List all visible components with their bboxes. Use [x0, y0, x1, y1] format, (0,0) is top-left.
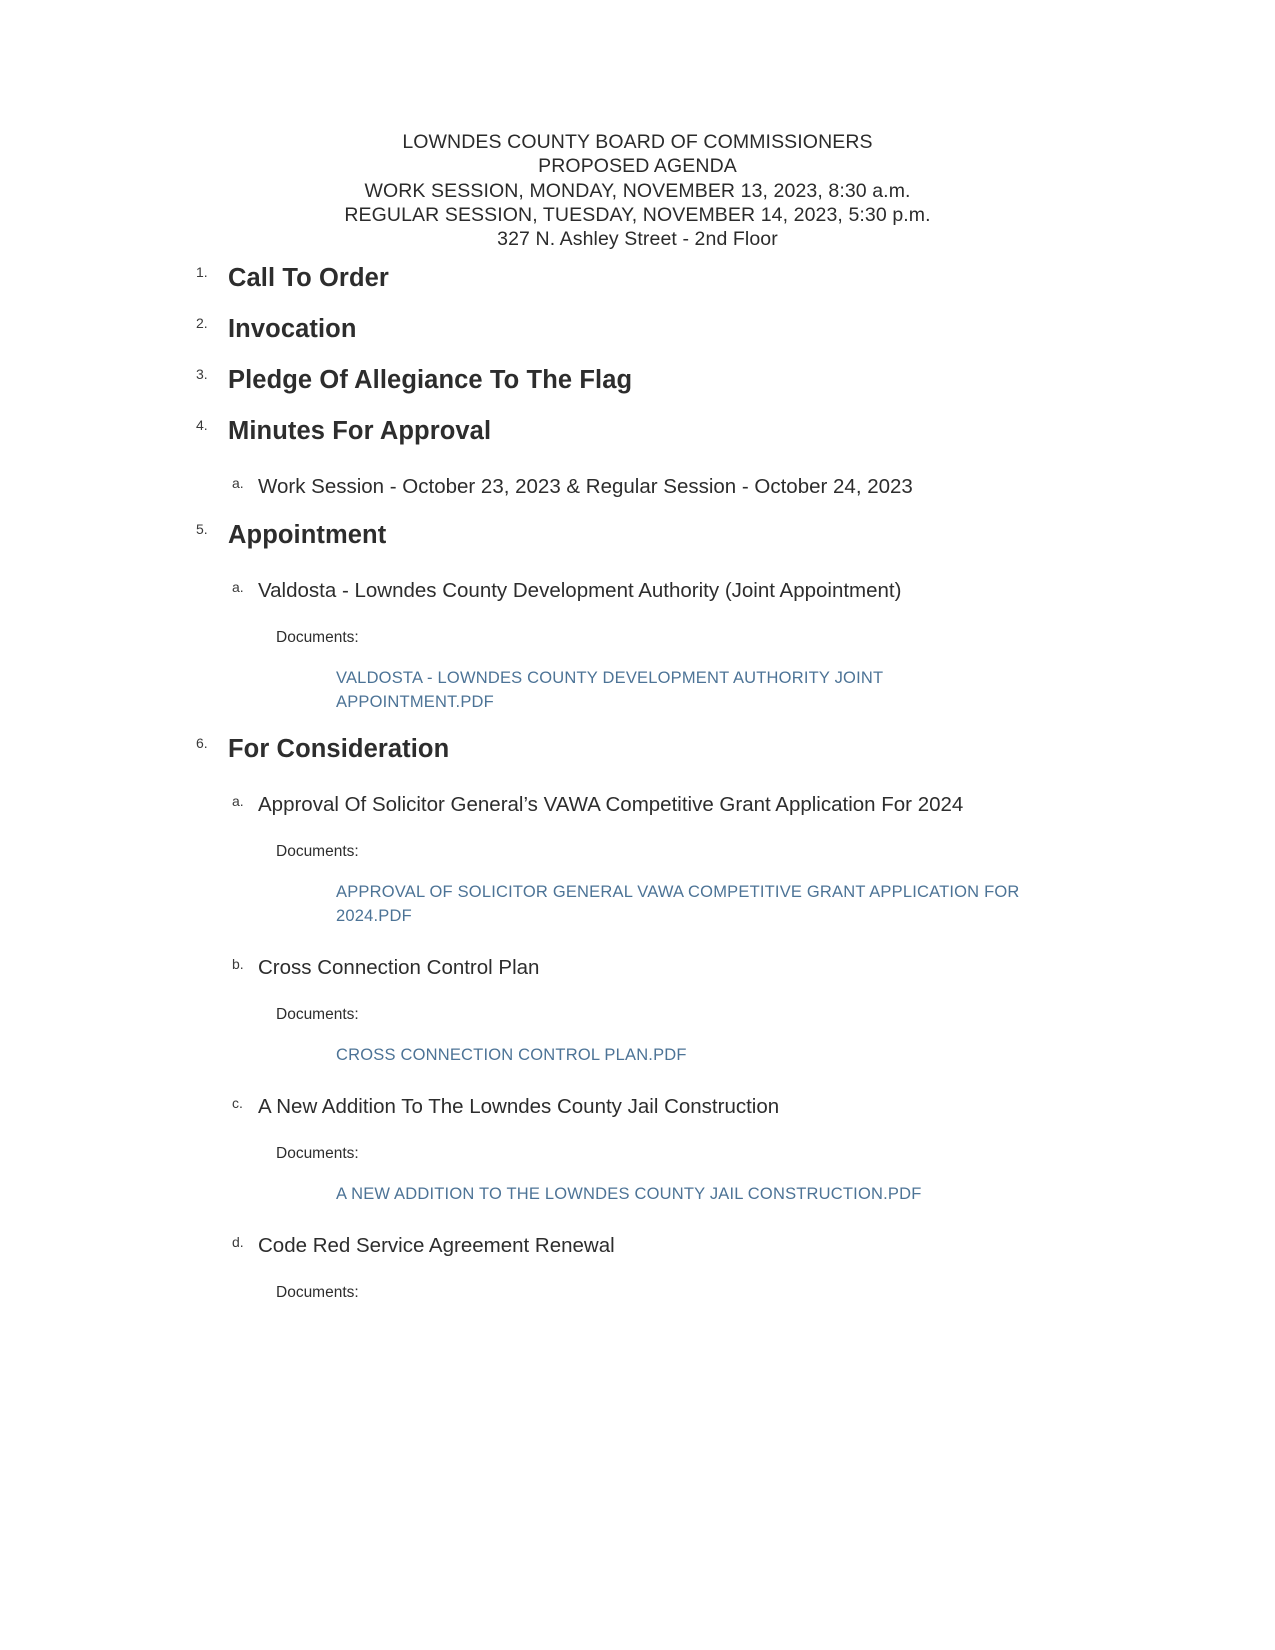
agenda-subitem-title: Valdosta - Lowndes County Development Authority (Joint Appointment) — [258, 579, 902, 603]
documents-label: Documents: — [276, 1284, 359, 1302]
agenda-item-marker: 5. — [196, 521, 208, 538]
agenda-subitem-title: A New Addition To The Lowndes County Jail Construction — [258, 1095, 780, 1119]
agenda-item-title: Minutes For Approval — [228, 417, 492, 446]
agenda-item-title: Invocation — [228, 315, 357, 344]
agenda-subitem-marker: c. — [232, 1095, 243, 1112]
documents-label: Documents: — [276, 629, 359, 647]
agenda-item — [0, 314, 1275, 345]
agenda-item-title: Pledge Of Allegiance To The Flag — [228, 366, 633, 395]
header-line-regular-session: REGULAR SESSION, TUESDAY, NOVEMBER 14, 2023, 5:30 p.m. — [344, 203, 931, 226]
agenda-subitem — [0, 1232, 1275, 1259]
agenda-subitem-marker: a. — [232, 793, 244, 810]
agenda-list — [0, 263, 1275, 1303]
agenda-item-marker: 1. — [196, 264, 208, 281]
agenda-subitem — [0, 577, 1275, 604]
documents-link-list — [0, 1043, 1275, 1067]
document-header — [88, 0, 1188, 251]
documents-label: Documents: — [276, 1145, 359, 1163]
agenda-item-title: Call To Order — [228, 264, 389, 293]
agenda-item — [0, 263, 1275, 294]
agenda-item-marker: 4. — [196, 417, 208, 434]
header-line-document-type: PROPOSED AGENDA — [538, 155, 737, 178]
agenda-item-title: Appointment — [228, 521, 387, 550]
agenda-subitem — [0, 1093, 1275, 1120]
agenda-subitem-title: Code Red Service Agreement Renewal — [258, 1234, 615, 1258]
documents-label: Documents: — [276, 1006, 359, 1024]
agenda-item-marker: 3. — [196, 366, 208, 383]
agenda-subitem-title: Cross Connection Control Plan — [258, 956, 540, 980]
agenda-item — [0, 520, 1275, 551]
header-line-address: 327 N. Ashley Street - 2nd Floor — [497, 228, 778, 251]
agenda-subitem-marker: a. — [232, 579, 244, 596]
agenda-item-marker: 2. — [196, 315, 208, 332]
header-line-work-session: WORK SESSION, MONDAY, NOVEMBER 13, 2023, 8:30 a.m. — [364, 179, 911, 202]
agenda-subitem-marker: d. — [232, 1234, 244, 1251]
agenda-subitem-title: Approval Of Solicitor General’s VAWA Competitive Grant Application For 2024 — [258, 793, 964, 817]
document-link[interactable]: APPROVAL OF SOLICITOR GENERAL VAWA COMPETITIVE GRANT APPLICATION FOR 2024.PDF — [336, 883, 1020, 926]
agenda-item-marker: 6. — [196, 735, 208, 752]
header-line-organization: LOWNDES COUNTY BOARD OF COMMISSIONERS — [402, 131, 873, 153]
documents-link-list — [0, 1182, 1275, 1206]
agenda-subitem — [0, 473, 1275, 500]
agenda-item-title: For Consideration — [228, 735, 450, 764]
documents-link-list — [0, 666, 1275, 714]
agenda-item — [0, 416, 1275, 447]
agenda-subitem-title: Work Session - October 23, 2023 & Regular Session - October 24, 2023 — [258, 475, 913, 499]
document-link[interactable]: VALDOSTA - LOWNDES COUNTY DEVELOPMENT AUTHORITY JOINT APPOINTMENT.PDF — [336, 669, 883, 712]
document-link[interactable]: CROSS CONNECTION CONTROL PLAN.PDF — [336, 1046, 687, 1065]
agenda-item — [0, 734, 1275, 765]
documents-link-list — [0, 880, 1275, 928]
agenda-subitem — [0, 791, 1275, 818]
agenda-subitem — [0, 954, 1275, 981]
agenda-subitem-marker: a. — [232, 475, 244, 492]
agenda-subitem-marker: b. — [232, 956, 244, 973]
documents-label: Documents: — [276, 843, 359, 861]
agenda-item — [0, 365, 1275, 396]
document-link[interactable]: A NEW ADDITION TO THE LOWNDES COUNTY JAIL CONSTRUCTION.PDF — [336, 1185, 922, 1204]
